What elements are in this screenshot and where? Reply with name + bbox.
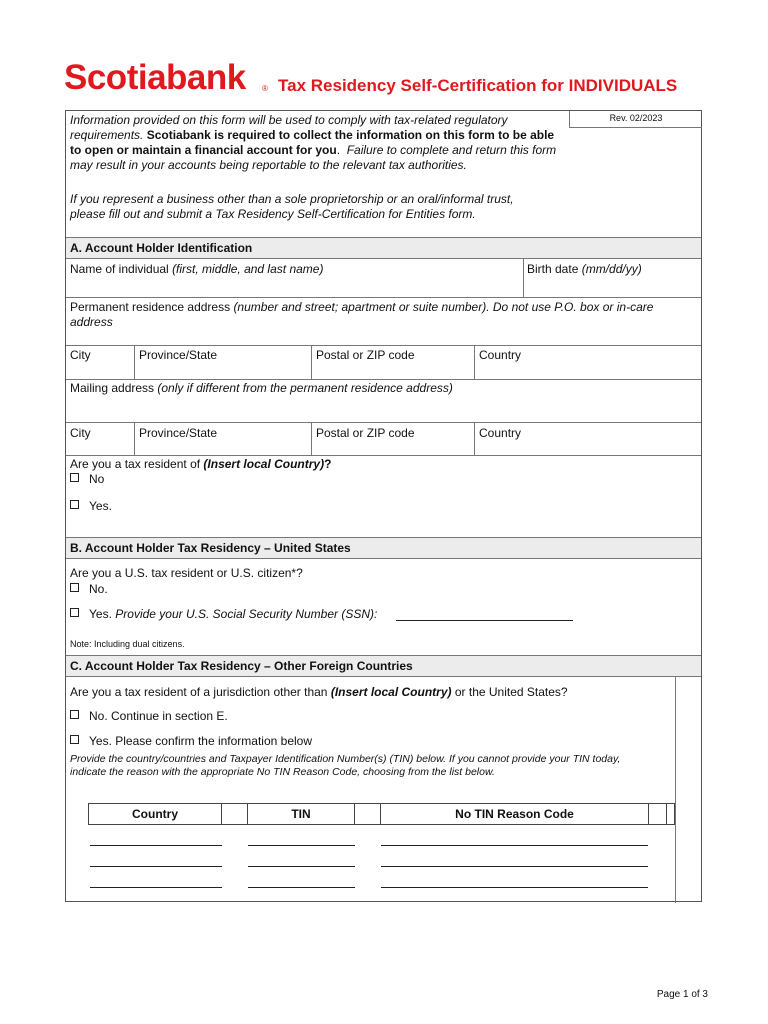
- col-spacer-2: [354, 803, 381, 825]
- tin-line-1[interactable]: [248, 845, 355, 846]
- page-number: Page 1 of 3: [656, 989, 708, 1000]
- reason-line-1[interactable]: [381, 845, 648, 846]
- tin-instructions: Provide the country/countries and Taxpayer Identification Number(s) (TIN) below. If you cannot provide your TIN today, indicate the reason with the appropriate No TIN Reason Code, choosing from the list below.: [70, 753, 621, 778]
- intro-paragraph-2: [70, 192, 550, 222]
- intro-text-entities: If you represent a business other than a sole proprietorship or an oral/informal trust, please fill out and submit a Tax Residency Self-Certification for Entities form.: [70, 192, 514, 221]
- mailing-address-label: Mailing address (only if different from the permanent residence address): [70, 381, 453, 395]
- foreign-tax-yes-option[interactable]: Yes. Please confirm the information below: [70, 734, 312, 749]
- form-container: [65, 110, 702, 902]
- us-tax-no-checkbox[interactable]: [70, 583, 79, 592]
- local-tax-no-option[interactable]: No: [70, 472, 104, 487]
- us-tax-yes-option[interactable]: Yes. Provide your U.S. Social Security Number (SSN):: [70, 607, 377, 622]
- intro-text-a: Information provided on this form will be used to comply with tax-related regulatory requirements.: [70, 113, 508, 142]
- country-label-2: Country: [479, 426, 522, 440]
- us-tax-no-option[interactable]: No.: [70, 582, 108, 597]
- col-country-header: Country: [88, 803, 222, 825]
- local-tax-question: Are you a tax resident of (Insert local Country)?: [70, 457, 332, 471]
- foreign-tax-question: Are you a tax resident of a jurisdiction other than (Insert local Country) or the United States?: [70, 685, 568, 699]
- section-b-heading: B. Account Holder Tax Residency – United States: [66, 537, 701, 559]
- local-tax-yes-checkbox[interactable]: [70, 500, 79, 509]
- country-label-1: Country: [479, 348, 522, 362]
- reason-line-3[interactable]: [381, 887, 648, 888]
- us-tax-yes-checkbox[interactable]: [70, 608, 79, 617]
- country-line-1[interactable]: [90, 845, 222, 846]
- tin-line-2[interactable]: [248, 866, 355, 867]
- col-spacer-1: [221, 803, 248, 825]
- birth-date-label: Birth date (mm/dd/yy): [527, 262, 642, 276]
- revision-label: Rev. 02/2023: [569, 111, 702, 128]
- foreign-tax-no-option[interactable]: No. Continue in section E.: [70, 709, 228, 724]
- foreign-tax-yes-checkbox[interactable]: [70, 735, 79, 744]
- scotiabank-logo: Scotiabank: [64, 58, 246, 97]
- local-tax-yes-option[interactable]: Yes.: [70, 499, 112, 514]
- postal-label-1: Postal or ZIP code: [316, 348, 415, 362]
- reason-line-2[interactable]: [381, 866, 648, 867]
- postal-label-2: Postal or ZIP code: [316, 426, 415, 440]
- registered-mark: ®: [262, 84, 268, 93]
- intro-text-c: Failure to complete and return this form may result in your accounts being reportable to the relevant tax authorities.: [70, 143, 557, 172]
- permanent-address-label: Permanent residence address (number and street; apartment or suite number). Do not use P.O. box or in-care address: [70, 300, 654, 329]
- province-label-2: Province/State: [139, 426, 218, 440]
- name-label: Name of individual (first, middle, and last name): [70, 262, 324, 276]
- city-label-1: City: [70, 348, 91, 362]
- intro-text-b: Scotiabank is required to collect the information on this form to be able to open or maintain a financial account for you: [70, 128, 555, 157]
- form-title: Tax Residency Self-Certification for INDIVIDUALS: [278, 76, 678, 95]
- col-reason-header: No TIN Reason Code: [380, 803, 649, 825]
- col-tin-header: TIN: [247, 803, 355, 825]
- dual-citizen-note: Note: Including dual citizens.: [70, 639, 185, 649]
- section-a-heading: A. Account Holder Identification: [66, 237, 701, 259]
- province-label-1: Province/State: [139, 348, 218, 362]
- foreign-tax-no-checkbox[interactable]: [70, 710, 79, 719]
- col-spacer-4: [666, 803, 675, 825]
- city-label-2: City: [70, 426, 91, 440]
- country-line-2[interactable]: [90, 866, 222, 867]
- intro-paragraph-1: Information provided on this form will be used to comply with tax-related regulatory requirements. Scotiabank is required to collect the information on this form to be able to open or maintain a financial account for you. Failure to complete and return this form may result in your accounts being reportable to the relevant tax authorities.: [70, 113, 557, 172]
- us-tax-question: Are you a U.S. tax resident or U.S. citizen*?: [70, 566, 303, 580]
- country-line-3[interactable]: [90, 887, 222, 888]
- tin-line-3[interactable]: [248, 887, 355, 888]
- ssn-input-line[interactable]: [396, 620, 573, 621]
- col-spacer-3: [648, 803, 667, 825]
- local-tax-no-checkbox[interactable]: [70, 473, 79, 482]
- section-c-heading: C. Account Holder Tax Residency – Other Foreign Countries: [66, 655, 701, 677]
